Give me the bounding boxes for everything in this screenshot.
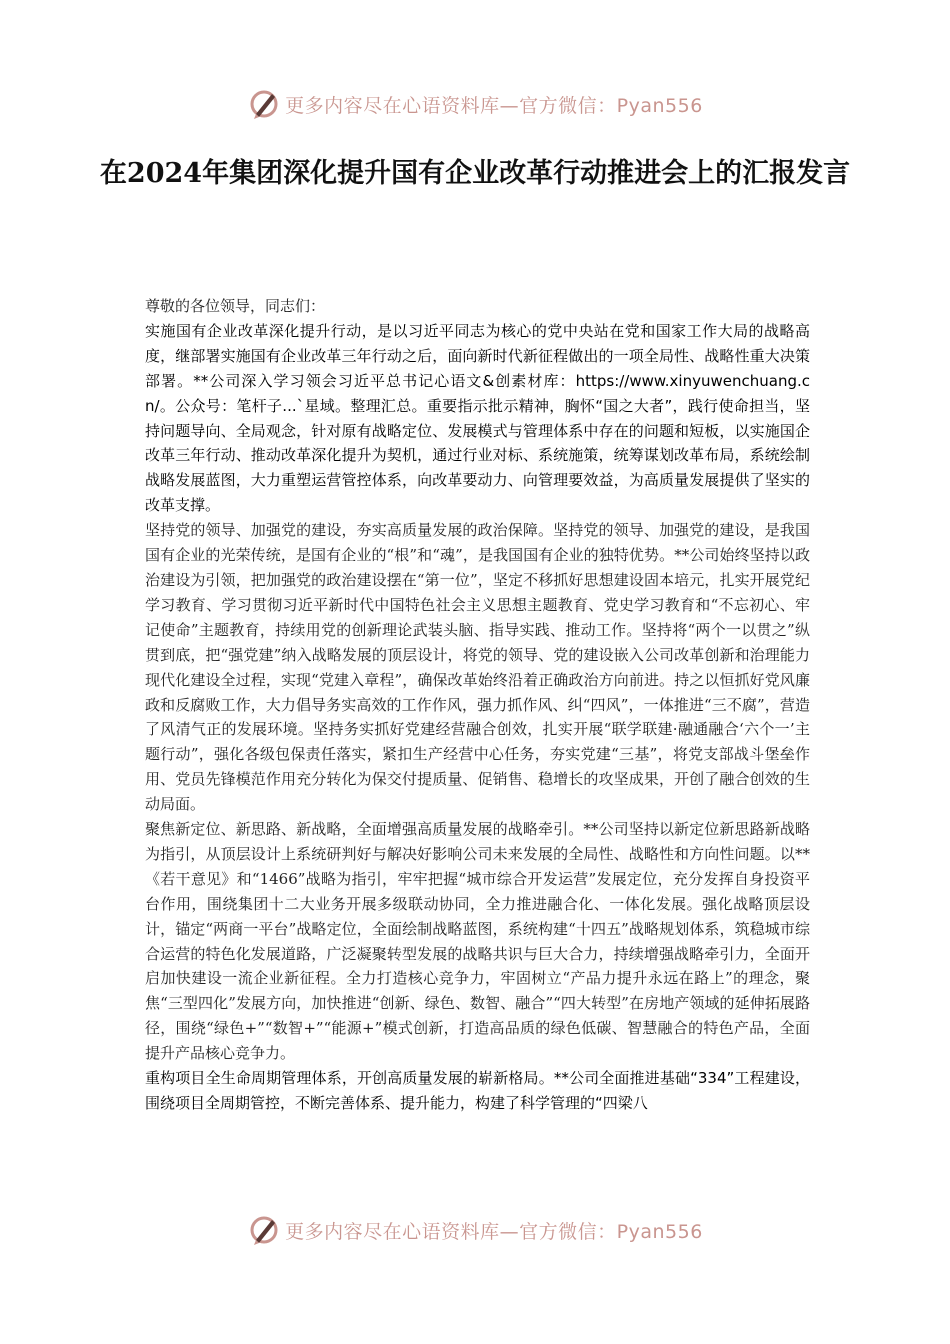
paragraph-2: 坚持党的领导、加强党的建设，夯实高质量发展的政治保障。坚持党的领导、加强党的建设，是我国国有企业的光荣传统，是国有企业的“根”和“魂”，是我国国有企业的独特优势。**公司始终坚持以政治建设为引领，把加强党的政治建设摆在“第一位”，坚定不移抓好思想建设固本培元，扎实开展党纪学习教育、学习贯彻习近平新时代中国特色社会主义思想主题教育、党史学习教育和“不忘初心、牢记使命”主题教育，持续用党的创新理论武装头脑、指导实践、推动工作。坚持将“两个一以贯之”纵贯到底，把“强党建”纳入战略发展的顶层设计，将党的领导、党的建设嵌入公司改革创新和治理能力现代化建设全过程，实现“党建入章程”，确保改革始终沿着正确政治方向前进。持之以恒抓好党风廉政和反腐败工作，大力倡导务实高效的工作作风，强力抓作风、纠“四风”，一体推进“三不腐”，营造了风清气正的发展环境。坚持务实抓好党建经营融合创效，扎实开展“联学联建·融通融合‘六个一’主题行动”，强化各级包保责任落实，紧扣生产经营中心任务，夯实党建“三基”，将党支部战斗堡垒作用、党员先锋模范作用充分转化为保交付提质量、促销售、稳增长的攻坚成果，开创了融合创效的生动局面。	[145, 521, 810, 814]
paragraph-3: 聚焦新定位、新思路、新战略，全面增强高质量发展的战略牵引。**公司坚持以新定位新思路新战略为指引，从顶层设计上系统研判好与解决好影响公司未来发展的全局性、战略性和方向性问题。以**《若干意见》和“1466”战略为指引，牢牢把握“城市综合开发运营”发展定位，充分发挥自身投资平台作用，围绕集团十二大业务开展多级联动协同，全力推进融合化、一体化发展。强化战略顶层设计，锚定“两商一平台”战略定位，全面绘制战略蓝图，系统构建“十四五”战略规划体系，筑稳城市综合运营的特色化发展道路，广泛凝聚转型发展的战略共识与巨大合力，持续增强战略牵引力，全面开启加快建设一流企业新征程。全力打造核心竞争力，牢固树立“产品力提升永远在路上”的理念，聚焦“三型四化”发展方向，加快推进“创新、绿色、数智、融合”“四大转型”在房地产领域的延伸拓展路径，围绕“绿色+”“数智+”“能源+”模式创新，打造高品质的绿色低碳、智慧融合的特色产品，全面提升产品核心竞争力。	[145, 820, 810, 1063]
salutation: 尊敬的各位领导，同志们：	[145, 297, 326, 315]
paragraph-4: 重构项目全生命周期管理体系，开创高质量发展的崭新格局。**公司全面推进基础“334”工程建设，围绕项目全周期管控，不断完善体系、提升能力，构建了科学管理的“四梁八	[145, 1069, 810, 1112]
paragraph-1: 实施国有企业改革深化提升行动，是以习近平同志为核心的党中央站在党和国家工作大局的战略高度，继部署实施国有企业改革三年行动之后，面向新时代新征程做出的一项全局性、战略性重大决策部署。**公司深入学习领会习近平总书记心语文&创素材库：https://www.xinyuwenchuang.cn/。公众号：笔杆子...`星域。整理汇总。重要指示批示精神，胸怀“国之大者”，践行使命担当，坚持问题导向、全局观念，针对原有战略定位、发展模式与管理体系中存在的问题和短板，以实施国企改革三年行动、推动改革深化提升为契机，通过行业对标、系统施策，统筹谋划改革布局，系统绘制战略发展蓝图，大力重塑运营管控体系，向改革要动力、向管理要效益，为高质量发展提供了坚实的改革支撑。	[145, 321, 810, 515]
watermark-text: 更多内容尽在心语资料库—官方微信：Pyan556	[285, 94, 703, 117]
header-watermark-banner	[0, 82, 950, 126]
watermark-text: 更多内容尽在心语资料库—官方微信：Pyan556	[285, 1220, 703, 1243]
footer-watermark-banner	[0, 1208, 950, 1252]
page-title: 在2024年集团深化提升国有企业改革行动推进会上的汇报发言	[99, 158, 851, 189]
document-body	[145, 294, 810, 1116]
pen-logo-icon	[247, 1213, 281, 1247]
pen-logo-icon	[247, 87, 281, 121]
